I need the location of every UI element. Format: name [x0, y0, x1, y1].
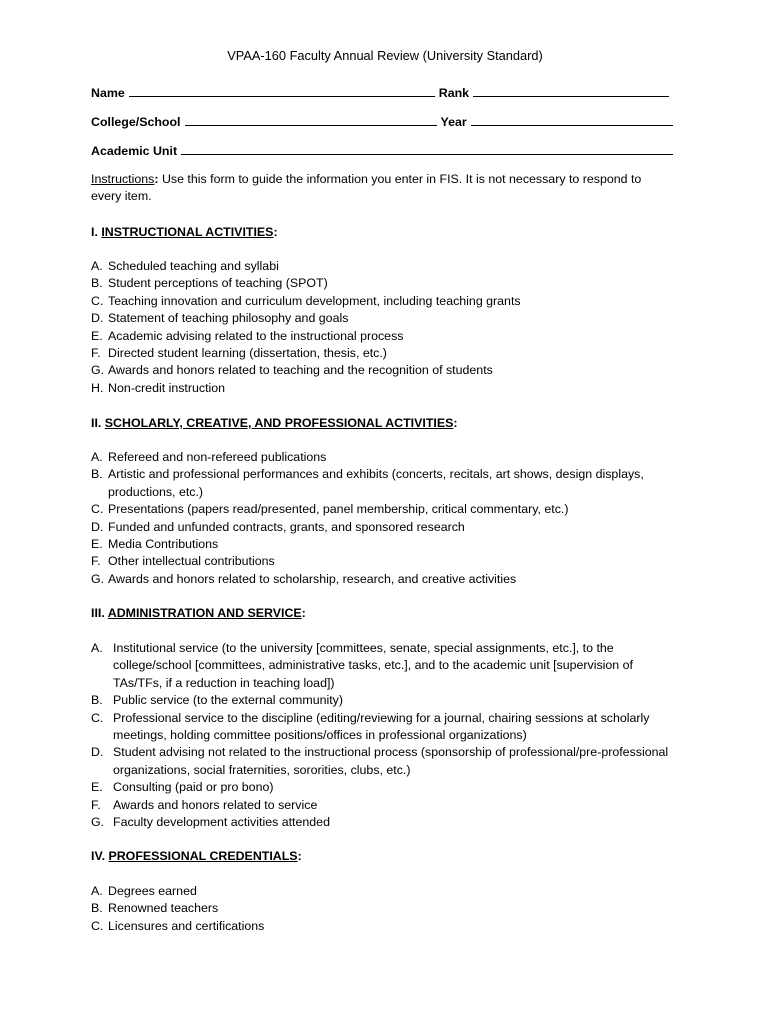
item-text: Other intellectual contributions: [108, 554, 275, 569]
instructional-list: [91, 258, 671, 397]
item-marker: B.: [91, 276, 103, 291]
section-heading-credentials: [91, 848, 302, 865]
scholarly-list: [91, 449, 671, 588]
item-marker: E.: [91, 328, 103, 343]
list-item: [91, 710, 671, 745]
list-item: [91, 501, 671, 518]
item-text: Student advising not related to the instructional process (sponsorship of professional/pre-professional organizations, social fraternities, sororities, clubs, etc.): [113, 745, 669, 777]
item-marker: H.: [91, 380, 104, 395]
instructions-text: Use this form to guide the information you enter in FIS. It is not necessary to respond to every item.: [91, 172, 642, 204]
list-item: [91, 814, 671, 831]
list-item: [91, 640, 671, 692]
form-title: VPAA-160 Faculty Annual Review (University Standard): [227, 48, 543, 63]
item-marker: B.: [91, 693, 103, 708]
college-label: College/School: [91, 115, 181, 129]
item-marker: D.: [91, 311, 104, 326]
section-numeral: III.: [91, 606, 108, 620]
list-item: [91, 883, 671, 900]
item-text: Faculty development activities attended: [113, 815, 330, 830]
item-marker: A.: [91, 259, 103, 273]
item-text: Directed student learning (dissertation, thesis, etc.): [108, 346, 387, 361]
section-title: SCHOLARLY, CREATIVE, AND PROFESSIONAL ACTIVITIES: [104, 416, 454, 430]
name-rank-row: [91, 84, 676, 102]
item-text: Awards and honors related to service: [113, 797, 318, 812]
item-text: Licensures and certifications: [108, 918, 265, 933]
item-marker: C.: [91, 502, 104, 517]
section-colon: :: [297, 849, 302, 863]
section-heading-scholarly: [91, 415, 458, 432]
name-blank[interactable]: [129, 84, 435, 97]
list-item: [91, 345, 671, 362]
item-text: Academic advising related to the instructional process: [108, 328, 404, 343]
item-marker: F.: [91, 554, 101, 569]
list-item: [91, 536, 671, 553]
section-colon: :: [273, 225, 278, 239]
item-marker: E.: [91, 780, 103, 795]
list-item: [91, 519, 671, 536]
section-colon: :: [301, 606, 306, 620]
item-marker: A.: [91, 884, 103, 898]
college-blank[interactable]: [185, 113, 437, 126]
section-title: ADMINISTRATION AND SERVICE: [107, 606, 302, 620]
item-text: Awards and honors related to teaching and the recognition of students: [108, 363, 493, 378]
item-text: Refereed and non-refereed publications: [108, 450, 327, 464]
item-text: Media Contributions: [108, 537, 219, 552]
item-text: Consulting (paid or pro bono): [113, 780, 274, 795]
section-heading-instructional: [91, 224, 278, 241]
list-item: [91, 362, 671, 379]
item-marker: F.: [91, 346, 101, 361]
item-marker: E.: [91, 537, 103, 552]
item-marker: C.: [91, 918, 104, 933]
list-item: [91, 449, 671, 466]
list-item: [91, 258, 671, 275]
credentials-list: [91, 883, 671, 935]
instructions-label: Instructions: [91, 172, 155, 186]
item-text: Renowned teachers: [108, 901, 219, 916]
list-item: [91, 310, 671, 327]
item-text: Student perceptions of teaching (SPOT): [108, 276, 328, 291]
item-marker: A.: [91, 641, 103, 655]
section-numeral: I.: [91, 225, 102, 239]
list-item: [91, 293, 671, 310]
item-marker: A.: [91, 450, 103, 464]
list-item: [91, 744, 671, 779]
academic-unit-label: Academic Unit: [91, 144, 178, 158]
section-numeral: IV.: [91, 849, 109, 863]
name-label: Name: [91, 86, 125, 100]
section-title: INSTRUCTIONAL ACTIVITIES: [101, 225, 274, 239]
item-marker: G.: [91, 571, 105, 586]
item-text: Institutional service (to the university [committees, senate, special assignments, etc.], to the college/school [committees, administrative tasks, etc.], and to the academic unit [supervision of TAs/TFs, if a reduction in teaching load]): [113, 641, 633, 690]
item-marker: B.: [91, 467, 103, 482]
item-marker: G.: [91, 815, 105, 830]
instructions-colon: :: [154, 172, 159, 186]
list-item: [91, 466, 671, 501]
year-blank[interactable]: [471, 113, 673, 126]
academic-unit-row: [91, 142, 676, 160]
item-marker: D.: [91, 745, 104, 760]
item-text: Teaching innovation and curriculum development, including teaching grants: [108, 293, 521, 308]
list-item: [91, 553, 671, 570]
college-year-row: [91, 113, 676, 131]
item-text: Degrees earned: [108, 884, 197, 898]
item-text: Public service (to the external community): [113, 693, 344, 708]
list-item: [91, 380, 671, 397]
item-text: Statement of teaching philosophy and goals: [108, 311, 349, 326]
administration-list: [91, 640, 671, 831]
rank-label: Rank: [438, 86, 470, 100]
year-label: Year: [440, 115, 467, 129]
item-marker: C.: [91, 710, 104, 725]
list-item: [91, 797, 671, 814]
section-colon: :: [453, 416, 458, 430]
item-text: Professional service to the discipline (editing/reviewing for a journal, chairing sessions at scholarly meetings, holding committee positions/offices in professional organizations): [113, 710, 650, 743]
rank-blank[interactable]: [473, 84, 669, 97]
item-marker: F.: [91, 797, 101, 812]
section-numeral: II.: [91, 416, 105, 430]
list-item: [91, 571, 671, 588]
item-text: Non-credit instruction: [108, 380, 226, 395]
item-marker: D.: [91, 519, 104, 534]
list-item: [91, 275, 671, 292]
item-text: Scheduled teaching and syllabi: [108, 259, 279, 273]
list-item: [91, 900, 671, 917]
list-item: [91, 779, 671, 796]
list-item: [91, 692, 671, 709]
section-heading-administration: [91, 605, 306, 622]
section-title: PROFESSIONAL CREDENTIALS: [108, 849, 298, 863]
academic-unit-blank[interactable]: [181, 142, 673, 155]
item-marker: B.: [91, 901, 103, 916]
item-marker: G.: [91, 363, 105, 378]
item-text: Presentations (papers read/presented, panel membership, critical commentary, etc.): [108, 502, 569, 517]
list-item: [91, 328, 671, 345]
item-text: Funded and unfunded contracts, grants, and sponsored research: [108, 519, 465, 534]
item-marker: C.: [91, 293, 104, 308]
item-text: Awards and honors related to scholarship, research, and creative activities: [108, 571, 517, 586]
list-item: [91, 918, 671, 935]
instructions-paragraph: [91, 171, 671, 206]
item-text: Artistic and professional performances and exhibits (concerts, recitals, art shows, design displays, productions, etc.): [108, 467, 644, 499]
